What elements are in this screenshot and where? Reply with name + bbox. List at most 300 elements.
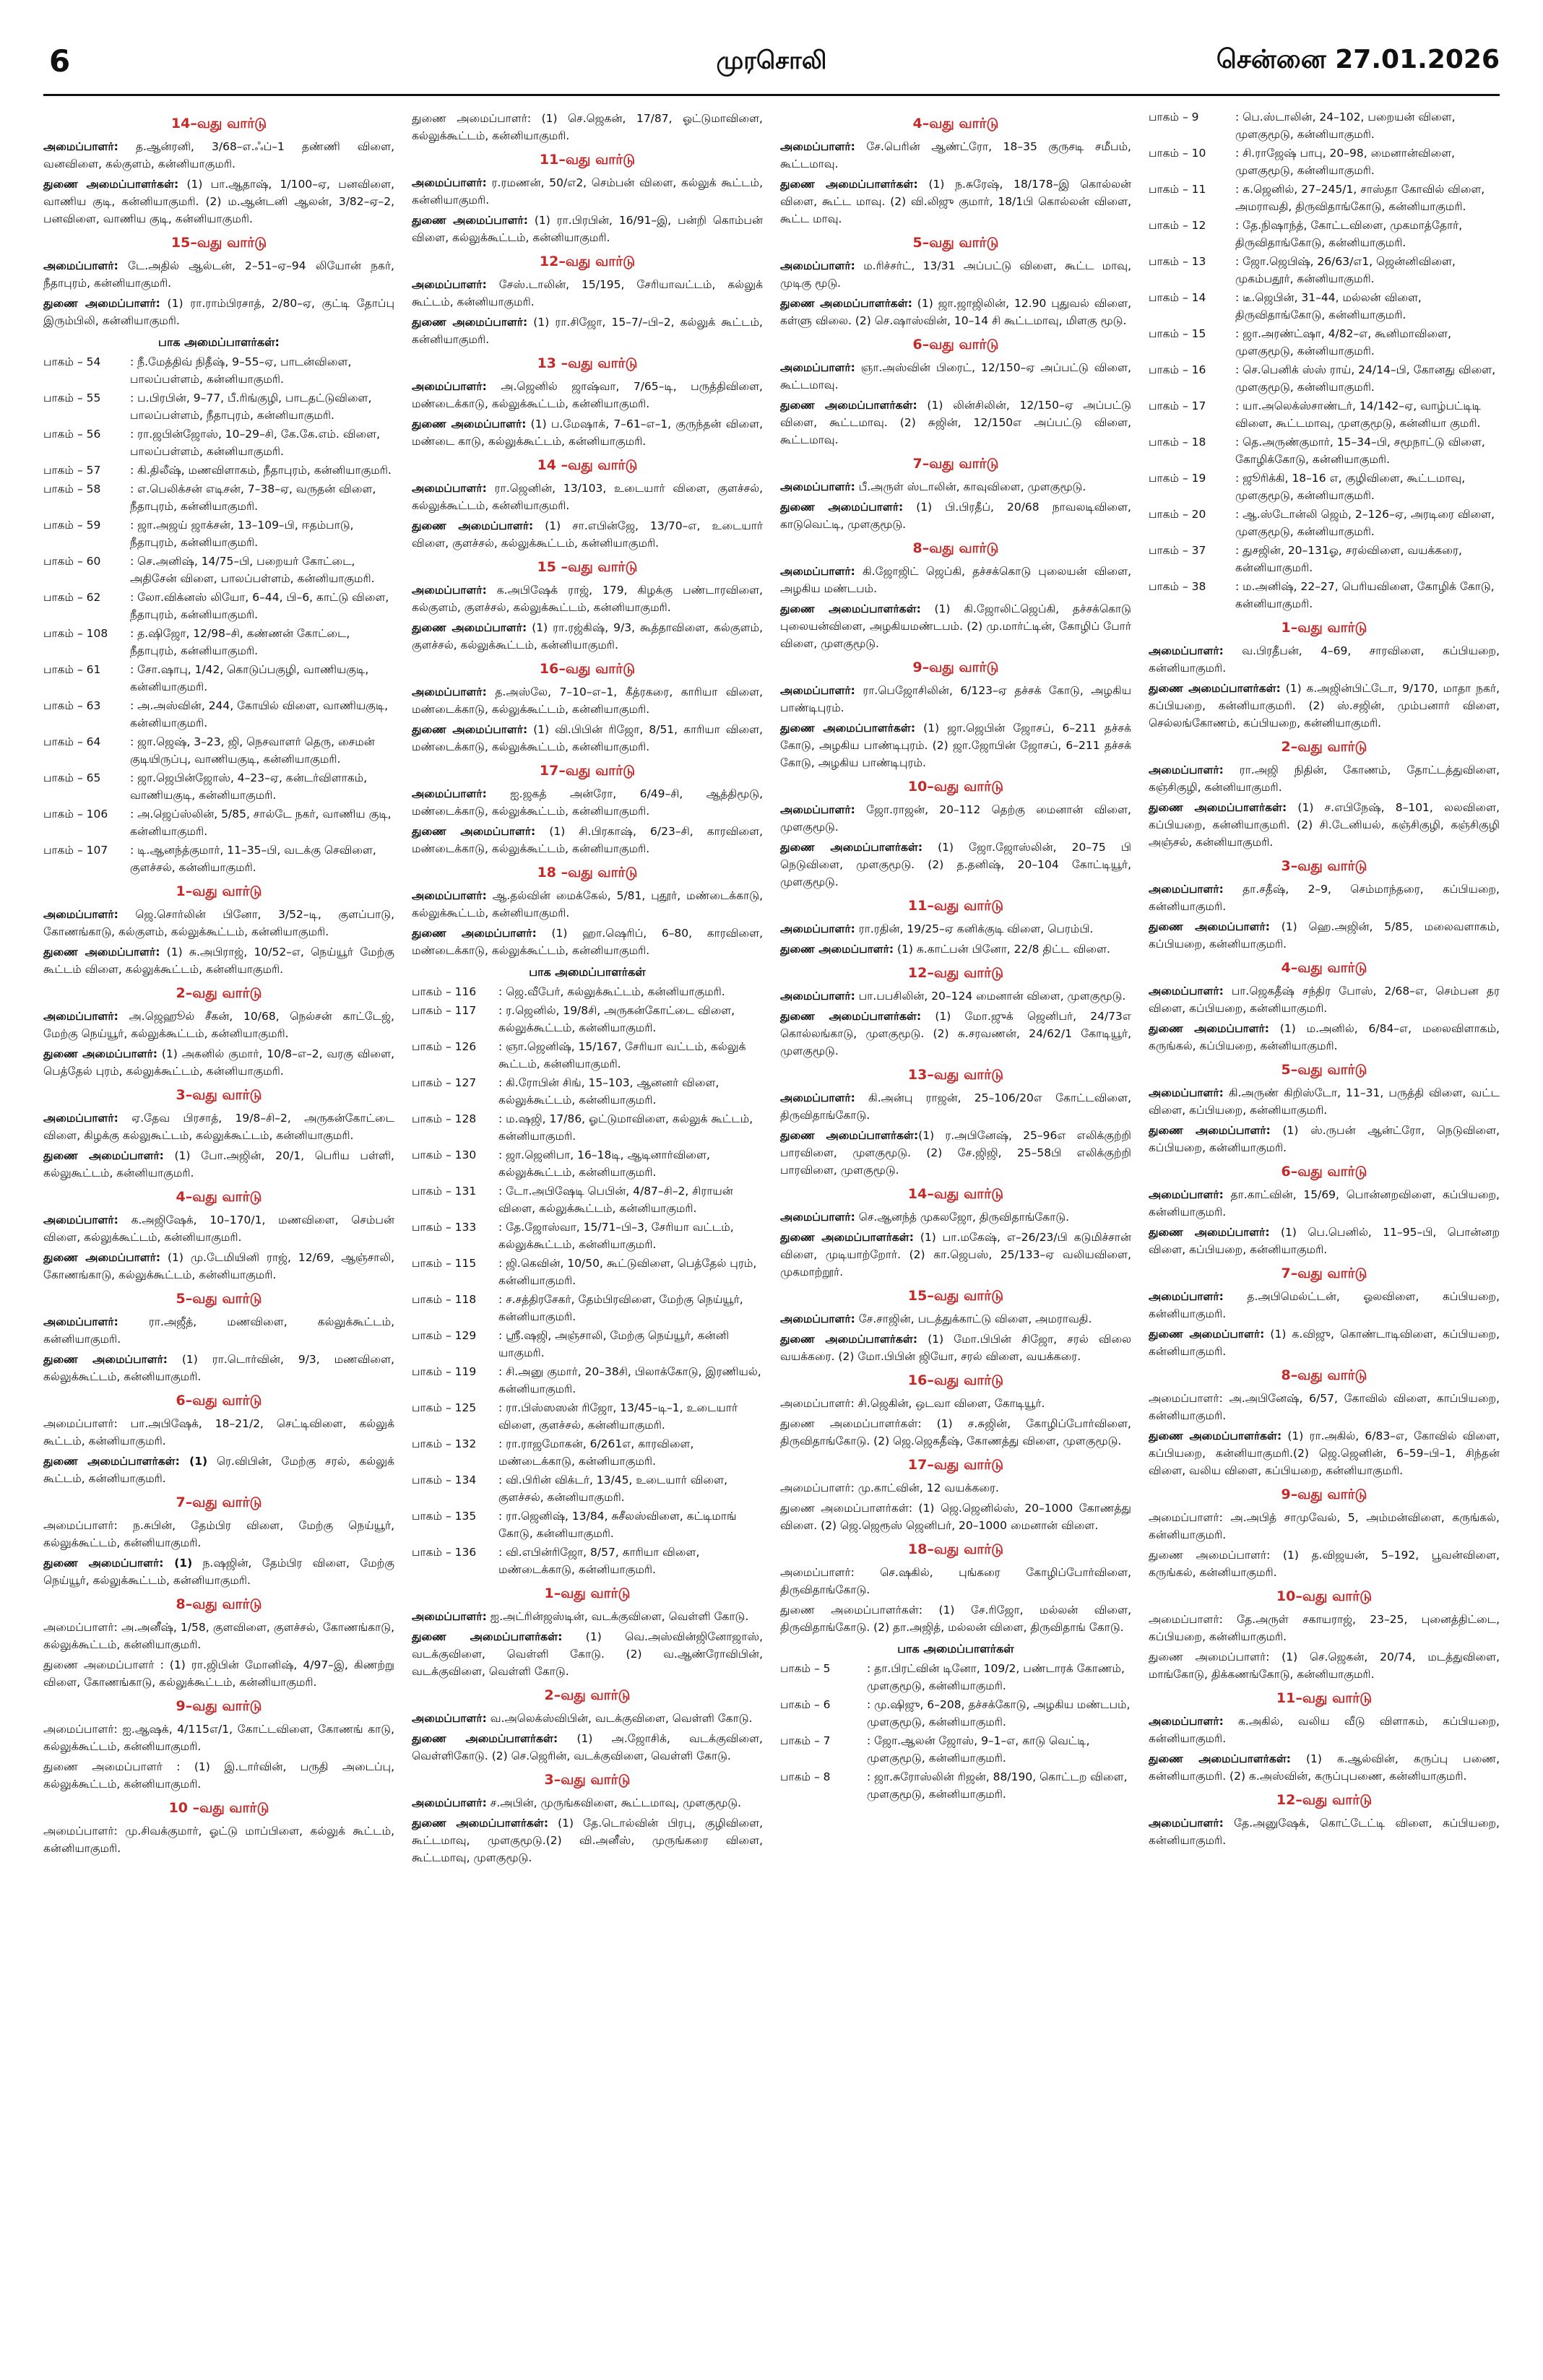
- booth-entry: [1149, 542, 1500, 576]
- ward-heading: 5–வது வார்டு: [1281, 1062, 1367, 1078]
- entry-text: ஆ.தல்வின் மைக்கேல், 5/81, புதூர், மண்டைக்காடு, கல்லுக்கூட்டம், கன்னியாகுமரி.: [412, 889, 763, 919]
- ward-heading: 7–வது வார்டு: [176, 1494, 262, 1510]
- entry-text: அமைப்பாளர்: அ.அபினேஷ், 6/57, கோவில் விளை, காப்பியறை, கன்னியாகுமரி.: [1149, 1392, 1500, 1422]
- role-label: துணை அமைப்பாளர்:: [43, 1251, 161, 1264]
- entry-text: பா.ஜெகதீஷ் சந்திர போஸ், 2/68–எ, செம்பன தர விளை, கப்பியறை, கன்னியாகுமரி.: [1149, 985, 1500, 1015]
- ward-heading: 15 –வது வார்டு: [537, 559, 638, 575]
- booth-number: பாகம் – 15: [1149, 327, 1206, 340]
- role-label: அமைப்பாளர்:: [780, 990, 855, 1003]
- ward-heading: 10–வது வார்டு: [907, 779, 1004, 795]
- ward-heading: 17–வது வார்டு: [907, 1457, 1004, 1473]
- dateline: சென்னை 27.01.2026: [1216, 45, 1500, 74]
- booth-entry: [1149, 578, 1500, 613]
- office-bearer-entry: [1149, 1427, 1500, 1479]
- office-bearer-entry: [780, 138, 1131, 173]
- office-bearer-entry: [1149, 799, 1500, 851]
- booth-entry: [412, 1219, 763, 1253]
- entry-text: (1) க.அஜின்பிட்டோ, 9/170, மாதா நகர், கப்பியறை, கன்னியாகுமரி. (2) ஸ்.சஜின், மும்பனார் விளை, செல்லங்கோணம், கப்பியறை, கன்னியாகுமரி.: [1149, 682, 1500, 730]
- booth-entry: [43, 769, 394, 804]
- booth-number: பாகம் – 54: [43, 355, 101, 368]
- office-bearer-entry: [780, 682, 1131, 717]
- role-label: துணை அமைப்பாளர்:: [43, 1353, 168, 1366]
- booth-number: பாகம் – 127: [412, 1076, 477, 1089]
- role-label: துணை அமைப்பாளர்:: [1149, 1226, 1270, 1239]
- booth-entry: [412, 1435, 763, 1470]
- booth-organiser: : ரா.ஜெனிஷ், 13/84, சுசீலஸ்விளை, கட்டிமாங் கோடு, கன்னியாகுமரி.: [498, 1510, 737, 1540]
- entry-text: த.அஸ்லே, 7–10–எ–1, கீத்ரகரை, காரியா விளை, மண்டைக்காடு, கல்லுக்கூட்டம், கன்னியாகுமரி.: [412, 685, 763, 716]
- column: [412, 108, 763, 2369]
- ward-heading: 4–வது வார்டு: [912, 116, 999, 131]
- booth-organiser: : ஜூரிக்கி, 18–16 எ, குழிவிளை, கூட்டமாவு, முளகுமூடு, கன்னியாகுமரி.: [1235, 472, 1466, 502]
- office-bearer-entry: [43, 1351, 394, 1385]
- ward-heading: 1–வது வார்டு: [176, 883, 262, 899]
- office-bearer-entry: [412, 1628, 763, 1680]
- office-bearer-entry: [780, 1564, 1131, 1598]
- office-bearer-entry: [43, 138, 394, 173]
- column: [43, 108, 394, 2369]
- role-label: அமைப்பாளர்:: [43, 908, 118, 921]
- role-label: துணை அமைப்பாளர்கள்:: [780, 1231, 914, 1244]
- booth-organiser: : செ.அனிஷ், 14/75–பி, பறையர் கோட்டை, அதிசேன் விளை, பாலப்பள்ளம், கன்னியாகுமரி.: [130, 555, 375, 585]
- role-label: துணை அமைப்பாளர்கள்:: [780, 602, 921, 615]
- booth-number: பாகம் – 8: [780, 1770, 831, 1783]
- entry-text: துணை அமைப்பாளர்: (1) செ.ஜெகன், 17/87, ஓட்டுமாவிளை, கல்லுக்கூட்டம், கன்னியாகுமரி.: [412, 112, 763, 142]
- ward-heading: 8–வது வார்டு: [912, 540, 999, 556]
- role-label: துணை அமைப்பாளர்:: [780, 943, 894, 956]
- ward-heading: 5–வது வார்டு: [176, 1291, 262, 1307]
- office-bearer-entry: [43, 1453, 394, 1487]
- ward-heading: 9–வது வார்டு: [912, 659, 999, 675]
- office-bearer-entry: [780, 1127, 1131, 1179]
- entry-text: சேஸ்.டாலின், 15/195, சேரியாவட்டம், கல்லுக் கூட்டம், கன்னியாகுமரி.: [412, 278, 763, 308]
- office-bearer-entry: [43, 1721, 394, 1755]
- office-bearer-entry: [780, 987, 1131, 1005]
- office-bearer-entry: [780, 1330, 1131, 1365]
- booth-number: பாகம் – 61: [43, 663, 101, 676]
- office-bearer-entry: [1149, 642, 1500, 677]
- booth-number: பாகம் – 131: [412, 1185, 477, 1198]
- booth-entry: [412, 1291, 763, 1325]
- booth-entry: [43, 516, 394, 551]
- entry-text: (1) க.ஆல்வின், கருப்பு பணை, கன்னியாகுமரி. (2) க.அஸ்வின், கருப்புபணை, கன்னியாகுமரி.: [1149, 1752, 1500, 1783]
- office-bearer-entry: [1149, 1390, 1500, 1424]
- booth-entry: [412, 983, 763, 1000]
- role-label: அமைப்பாளர்:: [780, 1312, 855, 1325]
- entry-text: க.அகில், வலிய வீடு விளாகம், கப்பியறை, கன்னியாகுமரி.: [1149, 1715, 1500, 1745]
- entry-text: (1) ரா.அகில், 6/83–எ, கோவில் விளை, கப்பியறை, கன்னியாகுமரி.(2) ஜெ.ஜெனின், 6–59–பி–1, சிந்தன் விளை, வலிய விளை, கப்பியறை, கன்னியாகுமரி.: [1149, 1429, 1500, 1477]
- role-label: அமைப்பாளர்:: [412, 584, 487, 597]
- office-bearer-entry: [780, 1229, 1131, 1281]
- role-label: அமைப்பாளர்:: [1149, 763, 1224, 776]
- booth-number: பாகம் – 11: [1149, 183, 1206, 196]
- role-label: துணை அமைப்பாளர்கள்:: [780, 1010, 922, 1023]
- entry-text: ஞா.அஸ்வின் பிரைட், 12/150–ஏ அப்பட்டு விளை, கூட்டமாவு.: [780, 361, 1131, 391]
- booth-entry: [43, 841, 394, 876]
- office-bearer-entry: [412, 517, 763, 552]
- ward-heading: 7–வது வார்டு: [912, 456, 999, 472]
- booth-organiser: : எ.பெலிக்சன் எடிசன், 7–38–ஏ, வருதன் விளை, நீதாபுரம், கன்னியாகுமரி.: [130, 483, 376, 513]
- booth-organiser: : ஜா.ஜெஷ், 3–23, ஜி, நெசவாளர் தெரு, சைமன் குடியிருப்பு, வாணியகுடி, கன்னியாகுமரி.: [130, 735, 375, 766]
- role-label: அமைப்பாளர்:: [780, 1211, 855, 1224]
- entry-text: பா.பபசிலின், 20–124 மைனான் விளை, முளகுமூடு.: [855, 990, 1126, 1003]
- ward-heading: 6–வது வார்டு: [1281, 1164, 1367, 1180]
- entry-text: (1) பா.மகேஷ், எ–26/23/பி கடுமிச்சான் விளை, முடியாற்றோர். (2) கா.ஜெபஸ், 25/133–ஏ வலியவிளை, முகமாற்றூர்.: [780, 1231, 1131, 1278]
- booth-organiser: : கி.ரோபின் சிங், 15–103, ஆனனர் விளை, கல்லுக்கூட்டம், கன்னியாகுமரி.: [498, 1076, 719, 1107]
- entry-text: ஜோ.ராஜன், 20–112 தெற்கு மைனான் விளை, முளகுமூடு.: [780, 803, 1131, 834]
- office-bearer-entry: [412, 1608, 763, 1625]
- role-label: அமைப்பாளர்:: [1149, 1086, 1224, 1099]
- booth-organiser: : மு.ஷிஜு, 6–208, தச்சக்கோடு, அழகிய மண்டபம், முளகுமூடு, கன்னியாகுமரி.: [867, 1698, 1131, 1728]
- entry-text: (1) ப.மேஷாக், 7–61–எ–1, குருந்தன் விளை, மண்டை காடு, கல்லுக்கூட்டம், கன்னியாகுமரி.: [412, 417, 763, 448]
- entry-text: ஜெ.சொர்லின் பினோ, 3/52–டி, குளப்பாடு, கோணங்காடு, கல்குளம், கல்லுக்கூட்டம், கன்னியாகுமரி.: [43, 908, 394, 938]
- office-bearer-entry: [412, 619, 763, 654]
- entry-text: (1) ரா.ராம்பிரசாத், 2/80–ஏ, குட்டி தோப்பு இரும்பிலி, கன்னியாகுமரி.: [43, 297, 394, 327]
- section-subheading: பாக அமைப்பாளர்கள்:: [158, 335, 280, 349]
- role-label: துணை அமைப்பாளர்:: [1149, 1124, 1271, 1137]
- role-label: அமைப்பாளர்:: [1149, 644, 1224, 657]
- booth-organiser: : தே.நிஷாந்த், கோட்டவிளை, முகமாத்தோர், திருவிதாங்கோடு, கன்னியாகுமரி.: [1235, 219, 1463, 249]
- booth-entry: [412, 1471, 763, 1506]
- office-bearer-entry: [1149, 1648, 1500, 1683]
- booth-organiser: : லோ.விக்னஸ் லியோ, 6–44, பி–6, காட்டு விளை, நீதாபுரம், கன்னியாகுமரி.: [130, 591, 389, 621]
- booth-organiser: : பெ.ஸ்டாலின், 24–102, பறையன் விளை, முளகுமூடு, கன்னியாகுமரி.: [1235, 111, 1456, 141]
- office-bearer-entry: [780, 940, 1131, 958]
- entry-text: ர.ரமணன், 50/எ2, செம்பன் விளை, கல்லுக் கூட்டம், கன்னியாகுமரி.: [412, 176, 763, 207]
- entry-text: ரா.பெஜோசிலின், 6/123–ஏ தச்சக் கோடு, அழகிய பாண்டிபுரம்.: [780, 684, 1131, 714]
- ward-heading: 2–வது வார்டு: [544, 1687, 631, 1703]
- office-bearer-entry: [43, 1415, 394, 1450]
- entry-text: க.அபிஷேக் ராஜ், 179, கிழக்கு பண்டாரவிளை, கல்குளம், குளச்சல், கல்லுக்கூட்டம், கன்னியாகுமரி.: [412, 584, 763, 614]
- entry-text: (1) ரா.ரஜ்கிஷ், 9/3, கூத்தாவிளை, கல்குளம், குளச்சல், கல்லுக்கூட்டம், கன்னியாகுமரி.: [412, 621, 763, 652]
- entry-text: (1) ந.சுரேஷ், 18/178–இ கொல்லன் விளை, கூட்ட மாவு. (2) வி.லிஜு குமார், 18/1பி கொல்லன் விளை, கூட்ட மாவு.: [780, 178, 1131, 225]
- entry-text: துணை அமைப்பாளர்கள்: (1) ஜெ.ஜெனில்ஸ், 20–1000 கோணத்து விளை. (2) ஜெ.ஜெரூஸ் ஜெனிபர், 20–1000 மைனான் விளை.: [780, 1502, 1131, 1532]
- article-columns: [43, 108, 1500, 2369]
- booth-number: பாகம் – 17: [1149, 399, 1206, 412]
- office-bearer-entry: [412, 313, 763, 348]
- office-bearer-entry: [780, 176, 1131, 228]
- booth-number: பாகம் – 62: [43, 591, 101, 604]
- office-bearer-entry: [43, 1211, 394, 1246]
- booth-entry: [412, 1074, 763, 1109]
- role-label: அமைப்பாளர்:: [412, 176, 487, 189]
- entry-text: (1) க.காட்பன் பினோ, 22/8 திட்ட விளை.: [894, 943, 1110, 956]
- ward-heading: 10 –வது வார்டு: [168, 1800, 269, 1816]
- ward-heading: 12–வது வார்டு: [907, 965, 1004, 981]
- office-bearer-entry: [43, 1313, 394, 1348]
- role-label: துணை அமைப்பாளர்கள்:: [780, 1129, 919, 1142]
- booth-number: பாகம் – 107: [43, 844, 108, 857]
- role-label: துணை அமைப்பாளர்கள்:: [412, 1817, 549, 1830]
- entry-text: (1) ஹா.ஷெரிப், 6–80, காரவிளை, மண்டைக்காடு, கல்லுக்கூட்டம், கன்னியாகுமரி.: [412, 927, 763, 957]
- entry-text: (1) சு.அபிராஜ், 10/52–எ, நெய்யூர் மேற்கு கூட்டம் விளை, கல்லுக்கூட்டம், கன்னியாகுமரி.: [43, 945, 394, 976]
- booth-number: பாகம் – 106: [43, 808, 108, 821]
- booth-organiser: : ஜெ.வீபேர், கல்லுக்கூட்டம், கன்னியாகுமரி.: [498, 985, 725, 998]
- entry-text: (1) ம.அனில், 6/84–எ, மலைவிளாகம், கருங்கல், கப்பியறை, கன்னியாகுமரி.: [1149, 1022, 1500, 1052]
- office-bearer-entry: [1149, 680, 1500, 732]
- entry-text: வ.பிரதீபன், 4–69, சாரவிளை, கப்பியறை, கன்னியாகுமரி.: [1149, 644, 1500, 675]
- role-label: துணை அமைப்பாளர்:: [412, 316, 528, 329]
- office-bearer-entry: [1149, 982, 1500, 1017]
- booth-number: பாகம் – 63: [43, 699, 101, 712]
- booth-organiser: : ரா.பிஸ்ஸஸன் ரிஜோ, 13/45–டி–1, உடையார் விளை, குளச்சல், கன்னியாகுமரி.: [498, 1401, 738, 1432]
- role-label: அமைப்பாளர்:: [412, 278, 487, 291]
- role-label: அமைப்பாளர்:: [412, 889, 487, 902]
- office-bearer-entry: [1149, 1224, 1500, 1258]
- booth-number: பாகம் – 37: [1149, 544, 1206, 557]
- booth-entry: [412, 1038, 763, 1073]
- booth-number: பாகம் – 19: [1149, 472, 1206, 485]
- ward-heading: 11–வது வார்டு: [1276, 1690, 1373, 1706]
- office-bearer-entry: [780, 295, 1131, 329]
- office-bearer-entry: [780, 839, 1131, 891]
- role-label: துணை அமைப்பாளர்:: [1149, 1328, 1265, 1341]
- office-bearer-entry: [780, 498, 1131, 533]
- ward-heading: 13 –வது வார்டு: [537, 355, 638, 371]
- entry-text: (1) லின்சிலின், 12/150–ஏ அப்பட்டு விளை, கூட்டமாவு. (2) சுஜின், 12/150எ அப்பட்டு விளை, கூட்டமாவு.: [780, 399, 1131, 446]
- entry-text: துணை அமைப்பாளர்கள்: (1) சே.ரிஜோ, மல்லன் விளை, திருவிதாங்கோடு. (2) தா.அஜித், மல்லன் விளை, திருவிதாங் கோடு.: [780, 1604, 1131, 1634]
- booth-entry: [1149, 506, 1500, 540]
- role-label: அமைப்பாளர்:: [1149, 985, 1224, 998]
- role-label: அமைப்பாளர்:: [780, 684, 855, 697]
- office-bearer-entry: [780, 1008, 1131, 1060]
- booth-organiser: : ஜோ.ஆலன் ஜோஸ், 9–1–எ, காடு வெட்டி, முளகுமூடு, கன்னியாகுமரி.: [867, 1734, 1090, 1765]
- entry-text: (1) ச.எபிநேஷ், 8–101, லலவிளை, கப்பியறை, கன்னியாகுமரி. (2) சி.டேனியல், கஞ்சிகுழி, கஞ்சிகுழி அஞ்சல், கன்னியாகுமரி.: [1149, 801, 1500, 849]
- booth-entry: [412, 1327, 763, 1362]
- entry-text: அ.ஜெஹூல் சீகன், 10/68, நெல்சன் காட்டேஜ், மேற்கு நெய்யூர், கல்லுக்கூட்டம், கன்னியாகுமரி.: [43, 1010, 394, 1040]
- office-bearer-entry: [43, 1619, 394, 1653]
- entry-text: த.ஆன்ரனி, 3/68–எ.ஃப்–1 தண்ணி விளை, வனவிளை, கல்குளம், கன்னியாகுமரி.: [43, 140, 394, 170]
- entry-text: அமைப்பாளர்: அ.அனீஷ், 1/58, குளவிளை, குளச்சல், கோணங்காடு, கல்லுக்கூட்டம், கன்னியாகுமரி.: [43, 1621, 394, 1651]
- booth-number: பாகம் – 12: [1149, 219, 1206, 232]
- entry-text: (1) ரா.சிஜோ, 15–7/–பி–2, கல்லுக் கூட்டம், கன்னியாகுமரி.: [412, 316, 763, 346]
- booth-number: பாகம் – 13: [1149, 255, 1206, 268]
- ward-heading: 5–வது வார்டு: [912, 235, 999, 251]
- office-bearer-entry: [1149, 1122, 1500, 1156]
- office-bearer-entry: [43, 1249, 394, 1284]
- booth-number: பாகம் – 14: [1149, 291, 1206, 304]
- role-label: அமைப்பாளர்:: [780, 259, 855, 272]
- entry-text: (1) மு.டேமியினி ராஜ், 12/69, ஆஞ்சாலி, கோணங்காடு, கல்லுக்கூட்டம், கன்னியாகுமரி.: [43, 1251, 394, 1281]
- booth-entry: [43, 462, 394, 479]
- booth-entry: [412, 1507, 763, 1542]
- booth-number: பாகம் – 58: [43, 483, 101, 496]
- office-bearer-entry: [1149, 1325, 1500, 1360]
- role-label: துணை அமைப்பாளர்கள்:: [1149, 682, 1281, 695]
- page-number: 6: [49, 43, 71, 79]
- booth-organiser: : தே.ஜோஸ்வா, 15/71–பி–3, சேரியா வட்டம், கல்லுக்கூட்டம், கன்னியாகுமரி.: [498, 1221, 734, 1251]
- booth-organiser: : வி.எபின்ரிஜோ, 8/57, காரியா விளை, மண்டைக்காடு, கன்னியாகுமரி.: [498, 1546, 700, 1576]
- office-bearer-entry: [780, 1395, 1131, 1412]
- office-bearer-entry: [412, 925, 763, 959]
- office-bearer-entry: [412, 110, 763, 144]
- entry-text: (1) ஜா.ஜாஜிலின், 12.90 புதுவல் விளை, கள்ளு விலை. (2) செ.ஷாஸ்வின், 10–14 சி கூட்டமாவு, மிளகு மூடு.: [780, 297, 1131, 327]
- booth-entry: [412, 1002, 763, 1037]
- entry-text: அ.ஜெனில் ஜாஷ்வா, 7/65–டி, பருத்திவிளை, மண்டைக்காடு, கல்லுக்கூட்டம், கன்னியாகுமரி.: [412, 380, 763, 410]
- office-bearer-entry: [412, 415, 763, 450]
- entry-text: டே.அதில் ஆல்டன், 2–51–ஏ–94 லியோன் நகர், நீதாபுரம், கன்னியாகுமரி.: [43, 259, 394, 290]
- booth-number: பாகம் – 65: [43, 771, 101, 784]
- office-bearer-entry: [1149, 1084, 1500, 1119]
- office-bearer-entry: [412, 1814, 763, 1866]
- role-label: துணை அமைப்பாளர்கள்:: [1149, 1752, 1292, 1765]
- entry-text: (1) ஸ்.ருபன் ஆன்ட்ரோ, நெடுவிளை, கப்பியறை, கன்னியாகுமரி.: [1149, 1124, 1500, 1154]
- role-label: அமைப்பாளர்:: [412, 1796, 487, 1809]
- entry-text: க.அஜிஷேக், 10–170/1, மணவிளை, செம்பன் விளை, கல்லுக்கூட்டம், கன்னியாகுமரி.: [43, 1213, 394, 1244]
- booth-organiser: : ஜா.அரண்ட்ஷா, 4/82–எ, கூனிமாவிளை, முளகுமூடு, கன்னியாகுமரி.: [1235, 327, 1452, 358]
- entry-text: ரா.அஜீத், மணவிளை, கல்லுக்கூட்டம், கன்னியாகுமரி.: [43, 1315, 394, 1346]
- booth-entry: [412, 1255, 763, 1289]
- entry-text: கி.அருண் கிறிஸ்டோ, 11–31, பருத்தி விளை, வட்ட விளை, கப்பியறை, கன்னியாகுமரி.: [1149, 1086, 1500, 1117]
- role-label: அமைப்பாளர்:: [780, 361, 855, 374]
- office-bearer-entry: [412, 785, 763, 820]
- office-bearer-entry: [1149, 918, 1500, 953]
- booth-number: பாகம் – 135: [412, 1510, 477, 1523]
- office-bearer-entry: [780, 920, 1131, 938]
- ward-heading: 15–வது வார்டு: [170, 235, 267, 251]
- entry-text: தே.அனுஷேக், கொட்டேட்டி விளை, கப்பியறை, கன்னியாகுமரி.: [1149, 1817, 1500, 1847]
- office-bearer-entry: [780, 478, 1131, 496]
- role-label: துணை அமைப்பாளர்கள்: (1): [43, 1455, 208, 1468]
- role-label: துணை அமைப்பாளர்:: [412, 825, 536, 838]
- entry-text: துணை அமைப்பாளர் : (1) இ.டார்வின், பருதி அடைப்பு, கல்லுக்கூட்டம், கன்னியாகுமரி.: [43, 1760, 394, 1791]
- role-label: துணை அமைப்பாளர்:: [43, 945, 160, 959]
- role-label: துணை அமைப்பாளர்: (1): [43, 1557, 193, 1570]
- office-bearer-entry: [43, 906, 394, 940]
- role-label: துணை அமைப்பாளர்:: [780, 501, 904, 514]
- booth-number: பாகம் – 16: [1149, 363, 1206, 376]
- booth-number: பாகம் – 18: [1149, 436, 1206, 449]
- role-label: அமைப்பாளர்:: [1149, 883, 1224, 896]
- entry-text: (1) பி.பிரதீப், 20/68 நாவலடிவிளை, காடுவெட்டி, முளகுமூடு.: [780, 501, 1131, 531]
- role-label: அமைப்பாளர்:: [43, 259, 118, 272]
- role-label: துணை அமைப்பாளர்கள்:: [780, 399, 917, 412]
- booth-entry: [43, 661, 394, 696]
- booth-entry: [43, 589, 394, 623]
- entry-text: ஐ.அட்ரின்ஜஸ்டின், வடக்குவிளை, வெள்ளி கோடு.: [486, 1610, 749, 1623]
- booth-organiser: : நீ.மேத்திவ் நிதீஷ், 9–55–ஏ, பாடன்விளை, பாலப்பள்ளம், கன்னியாகுமரி.: [130, 355, 352, 386]
- booth-entry: [780, 1660, 1131, 1695]
- entry-text: (1) ர.அபினேஷ், 25–96எ எலிக்குற்றி பாரவிளை, முளகுமூடு. (2) சே.ஜிஜி, 25–58பி எலிக்குற்றி பாரவிளை, முளகுமூடு.: [780, 1129, 1131, 1177]
- office-bearer-entry: [43, 1109, 394, 1144]
- booth-entry: [780, 1768, 1131, 1803]
- entry-text: (1) மோ.ஜுக் ஜெனிபர், 24/73எ கொல்லங்காடு, முளகுமூடு. (2) சு.சரவணன், 24/62/1 கோடியூர், முளகுமூடு.: [780, 1010, 1131, 1057]
- booth-organiser: : டி.ஆனந்த்குமார், 11–35–பி, வடக்கு செவிளை, குளச்சல், கன்னியாகுமரி.: [130, 844, 376, 874]
- entry-text: தா.சதீஷ், 2–9, செம்மாந்தரை, கப்பியறை, கன்னியாகுமரி.: [1149, 883, 1500, 913]
- entry-text: (1) சி.பிரகாஷ், 6/23–சி, காரவிளை, மண்டைக்காடு, கல்லுக்கூட்டம், கன்னியாகுமரி.: [412, 825, 763, 855]
- booth-organiser: : ம.ஷஜி, 17/86, ஓட்டுமாவிளை, கல்லுக் கூட்டம், கன்னியாகுமரி.: [498, 1112, 753, 1143]
- ward-heading: 8–வது வார்டு: [1281, 1367, 1367, 1383]
- booth-entry: [43, 733, 394, 768]
- office-bearer-entry: [43, 1147, 394, 1182]
- booth-number: பாகம் – 125: [412, 1401, 477, 1414]
- office-bearer-entry: [780, 397, 1131, 449]
- office-bearer-entry: [412, 174, 763, 209]
- booth-number: பாகம் – 117: [412, 1004, 477, 1017]
- entry-text: செ.ஆனந்த் முகலஜோ, திருவிதாங்கோடு.: [855, 1211, 1070, 1224]
- booth-organiser: : சி.ராஜேஷ் பாபு, 20–98, மைனான்விளை, முளகுமூடு, கன்னியாகுமரி.: [1235, 147, 1456, 177]
- ward-heading: 10–வது வார்டு: [1276, 1588, 1373, 1604]
- column: [1149, 108, 1500, 2369]
- role-label: அமைப்பாளர்:: [43, 1213, 118, 1226]
- booth-organiser: : ப.பிரபின், 9–77, பீ.ரிங்குழி, பாடதட்டுவிளை, பாலப்பள்ளம், நீதாபுரம், கன்னியாகுமரி.: [130, 391, 372, 422]
- booth-entry: [1149, 325, 1500, 360]
- office-bearer-entry: [43, 1656, 394, 1691]
- role-label: துணை அமைப்பாளர்:: [1149, 920, 1270, 933]
- booth-number: பாகம் – 116: [412, 985, 477, 998]
- booth-entry: [43, 625, 394, 659]
- office-bearer-entry: [780, 1500, 1131, 1534]
- entry-text: சே.சாஜின், படத்துக்காட்டு விளை, அமராவதி.: [855, 1312, 1092, 1325]
- role-label: அமைப்பாளர்:: [780, 1091, 855, 1104]
- ward-heading: 17–வது வார்டு: [539, 763, 636, 779]
- office-bearer-entry: [43, 1758, 394, 1793]
- entry-text: ந.ஷஜின், தேம்பிர விளை, மேற்கு நெய்யூர், கல்லுக்கூட்டம், கன்னியாகுமரி.: [43, 1557, 394, 1587]
- office-bearer-entry: [1149, 1020, 1500, 1055]
- office-bearer-entry: [412, 683, 763, 718]
- booth-organiser: : துசஜின், 20–131ஓ, சரல்விளை, வயக்கரை, கன்னியாகுமரி.: [1235, 544, 1462, 574]
- booth-entry: [1149, 433, 1500, 468]
- office-bearer-entry: [1149, 880, 1500, 915]
- booth-organiser: : வி.பிரின் விக்டர், 13/45, உடையார் விளை, குளச்சல், கன்னியாகுமரி.: [498, 1474, 728, 1504]
- booth-number: பாகம் – 132: [412, 1437, 477, 1450]
- role-label: துணை அமைப்பாளர்:: [1149, 1022, 1269, 1035]
- entry-text: (1) கி.ஜோலிட்ஜெப்கி, தச்சக்கொடு புலையன்விளை, அழகியமண்டபம். (2) மு.மார்ட்டின், கோழிப் போர் விளை, முளகுமூடு.: [780, 602, 1131, 650]
- booth-number: பாகம் – 6: [780, 1698, 831, 1711]
- role-label: அமைப்பாளர்:: [412, 482, 487, 495]
- entry-text: அமைப்பாளர்: தே.அருள் சகாயராஜ், 23–25, புனைத்திட்டை, கப்பியறை, கன்னியாகுமரி.: [1149, 1613, 1500, 1643]
- role-label: துணை அமைப்பாளர்கள்:: [780, 841, 923, 854]
- office-bearer-entry: [412, 721, 763, 756]
- role-label: அமைப்பாளர்:: [43, 140, 118, 153]
- ward-heading: 15–வது வார்டு: [907, 1288, 1004, 1304]
- role-label: அமைப்பாளர்:: [412, 787, 487, 800]
- booth-entry: [412, 1399, 763, 1434]
- booth-number: பாகம் – 57: [43, 464, 101, 477]
- entry-text: (1) அ.ஜோசிக், வடக்குவிளை, வெள்ளிகோடு. (2) செ.ஜெரின், வடக்குவிளை, வெள்ளி கோடு.: [412, 1732, 763, 1762]
- ward-heading: 14 –வது வார்டு: [537, 457, 638, 473]
- role-label: அமைப்பாளர்:: [43, 1010, 118, 1023]
- booth-entry: [412, 1110, 763, 1145]
- office-bearer-entry: [780, 563, 1131, 597]
- office-bearer-entry: [43, 176, 394, 228]
- role-label: அமைப்பாளர்:: [780, 140, 855, 153]
- booth-organiser: : தெ.அருண்குமார், 15–34–பி, சமூநாட்டு விளை, கோழிக்கோடு, கன்னியாகுமரி.: [1235, 436, 1485, 466]
- booth-organiser: : த.ஷிஜோ, 12/98–சி, கண்ணன் கோட்டை, நீதாபுரம், கன்னியாகுமரி.: [130, 627, 350, 657]
- office-bearer-entry: [780, 1089, 1131, 1124]
- office-bearer-entry: [412, 212, 763, 246]
- entry-text: (1) அகனில் குமார், 10/8–எ–2, வரகு விளை, பெத்தேல் புரம், கல்லுக்கூட்டம், கன்னியாகுமரி.: [43, 1047, 394, 1078]
- role-label: அமைப்பாளர்:: [43, 1315, 118, 1328]
- booth-entry: [43, 389, 394, 424]
- booth-number: பாகம் – 108: [43, 627, 108, 640]
- booth-organiser: : க.ஜெனில், 27–245/1, சாஸ்தா கோவில் விளை, அமராவதி, திருவிதாங்கோடு, கன்னியாகுமரி.: [1235, 183, 1485, 213]
- entry-text: (1) க.விஜு, கொண்டாடிவிளை, கப்பியறை, கன்னியாகுமரி.: [1149, 1328, 1500, 1358]
- role-label: அமைப்பாளர்:: [780, 565, 855, 578]
- entry-text: துணை அமைப்பாளர்: (1) த.விஜயன், 5–192, பூவன்விளை, கருங்கல், கன்னியாகுமரி.: [1149, 1549, 1500, 1579]
- office-bearer-entry: [43, 1045, 394, 1080]
- booth-entry: [1149, 181, 1500, 215]
- booth-entry: [412, 1363, 763, 1398]
- entry-text: (1) ஜா.ஜெபின் ஜோசப், 6–211 தச்சக் கோடு, அழகிய பாண்டிபுரம். (2) ஜா.ஜோபின் ஜோசப், 6–211 தச்சக் கோடு, அழகிய பாண்டிபுரம்.: [780, 722, 1131, 769]
- entry-text: (1) ஜோ.ஜோஸ்லின், 20–75 பி நெடுவிளை, முளகுமூடு. (2) த.தனிஷ், 20–104 கோட்டியூர், முளகுமூடு.: [780, 841, 1131, 888]
- booth-number: பாகம் – 130: [412, 1148, 477, 1161]
- role-label: துணை அமைப்பாளர்:: [412, 417, 527, 430]
- ward-heading: 18 –வது வார்டு: [537, 865, 638, 880]
- booth-entry: [780, 1732, 1131, 1767]
- booth-organiser: : ரா.ராஜமோகன், 6/261எ, காரவிளை, மண்டைக்காடு, கன்னியாகுமரி.: [498, 1437, 694, 1468]
- booth-entry: [1149, 397, 1500, 432]
- role-label: துணை அமைப்பாளர்கள்:: [412, 1630, 563, 1643]
